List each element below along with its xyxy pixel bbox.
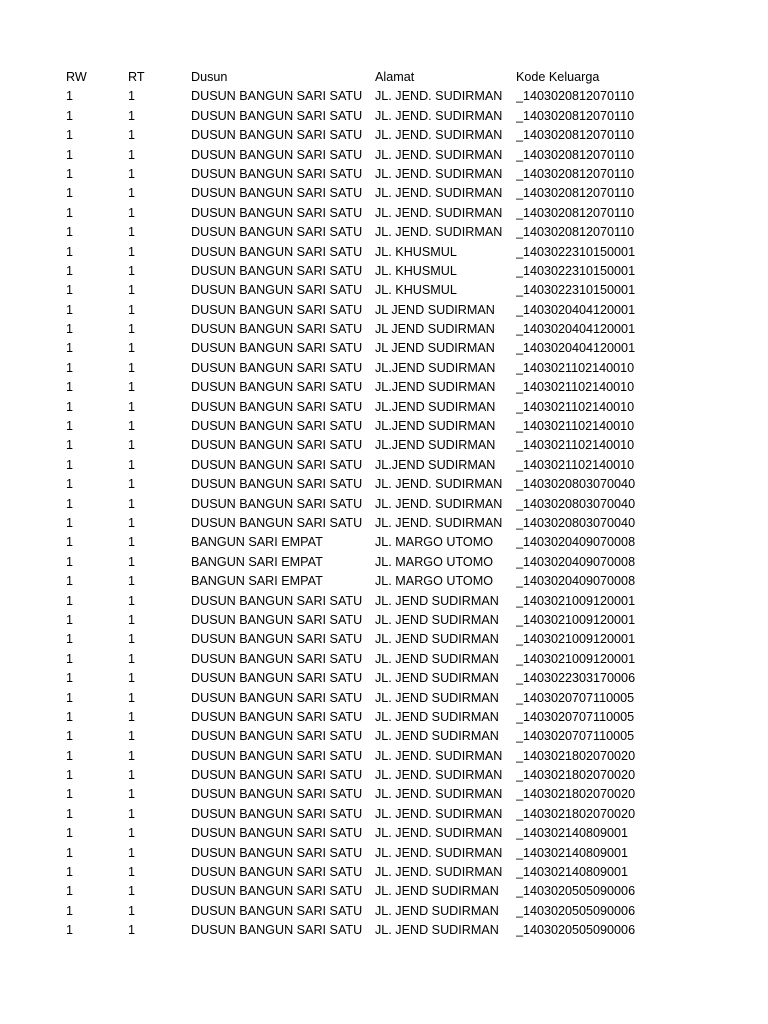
cell-rw: 1: [66, 748, 74, 763]
cell-rw: 1: [66, 108, 74, 123]
table-row: [0, 495, 768, 514]
cell-rt: 1: [128, 535, 136, 550]
cell-dusun: DUSUN BANGUN SARI SATU: [191, 884, 363, 899]
cell-rw: 1: [66, 826, 74, 841]
cell-alamat: JL. JEND. SUDIRMAN: [375, 89, 503, 104]
cell-dusun: DUSUN BANGUN SARI SATU: [191, 768, 363, 783]
cell-kode-keluarga: _1403020812070110: [516, 108, 635, 123]
cell-dusun: DUSUN BANGUN SARI SATU: [191, 748, 363, 763]
cell-dusun: DUSUN BANGUN SARI SATU: [191, 419, 363, 434]
cell-kode-keluarga: _1403022310150001: [516, 263, 636, 278]
cell-rt: 1: [128, 477, 136, 492]
cell-rt: 1: [128, 884, 136, 899]
header-kode-keluarga: Kode Keluarga: [516, 70, 600, 84]
cell-dusun: DUSUN BANGUN SARI SATU: [191, 903, 363, 918]
cell-kode-keluarga: _1403020505090006: [516, 903, 636, 918]
header-dusun: Dusun: [191, 70, 228, 84]
cell-alamat: JL. JEND. SUDIRMAN: [375, 477, 503, 492]
table-row: [0, 475, 768, 494]
cell-rw: 1: [66, 322, 74, 337]
cell-rt: 1: [128, 147, 136, 162]
cell-dusun: DUSUN BANGUN SARI SATU: [191, 302, 363, 317]
cell-rw: 1: [66, 380, 74, 395]
cell-alamat: JL. JEND SUDIRMAN: [375, 884, 499, 899]
cell-dusun: BANGUN SARI EMPAT: [191, 574, 323, 589]
cell-alamat: JL. JEND. SUDIRMAN: [375, 496, 503, 511]
cell-dusun: DUSUN BANGUN SARI SATU: [191, 496, 363, 511]
table-row: [0, 689, 768, 708]
cell-dusun: DUSUN BANGUN SARI SATU: [191, 477, 363, 492]
cell-rw: 1: [66, 903, 74, 918]
cell-rw: 1: [66, 244, 74, 259]
cell-alamat: JL.JEND SUDIRMAN: [375, 360, 496, 375]
cell-dusun: DUSUN BANGUN SARI SATU: [191, 438, 363, 453]
cell-rw: 1: [66, 574, 74, 589]
cell-kode-keluarga: _140302140809001: [516, 826, 629, 841]
table-row: [0, 766, 768, 785]
table-row: [0, 863, 768, 882]
cell-rw: 1: [66, 593, 74, 608]
table-row: [0, 572, 768, 591]
cell-rw: 1: [66, 845, 74, 860]
table-row: [0, 611, 768, 630]
cell-kode-keluarga: _1403022310150001: [516, 244, 636, 259]
cell-dusun: DUSUN BANGUN SARI SATU: [191, 89, 363, 104]
header-rw: RW: [66, 70, 87, 84]
cell-dusun: DUSUN BANGUN SARI SATU: [191, 322, 363, 337]
cell-dusun: DUSUN BANGUN SARI SATU: [191, 283, 363, 298]
table-row: [0, 921, 768, 940]
cell-alamat: JL. KHUSMUL: [375, 263, 457, 278]
cell-rt: 1: [128, 845, 136, 860]
cell-rw: 1: [66, 186, 74, 201]
table-body: [0, 87, 768, 940]
cell-rw: 1: [66, 283, 74, 298]
cell-kode-keluarga: _1403021102140010: [516, 457, 635, 472]
table-row: [0, 301, 768, 320]
cell-kode-keluarga: _1403020409070008: [516, 554, 636, 569]
cell-alamat: JL. MARGO UTOMO: [375, 554, 494, 569]
cell-rt: 1: [128, 923, 136, 938]
table-row: [0, 146, 768, 165]
cell-dusun: DUSUN BANGUN SARI SATU: [191, 632, 363, 647]
cell-kode-keluarga: _1403020505090006: [516, 923, 636, 938]
cell-rt: 1: [128, 302, 136, 317]
cell-alamat: JL. JEND. SUDIRMAN: [375, 806, 503, 821]
cell-dusun: DUSUN BANGUN SARI SATU: [191, 108, 363, 123]
cell-rw: 1: [66, 787, 74, 802]
cell-dusun: DUSUN BANGUN SARI SATU: [191, 923, 363, 938]
cell-rw: 1: [66, 457, 74, 472]
header-rt: RT: [128, 70, 145, 84]
cell-rt: 1: [128, 651, 136, 666]
table-row: [0, 87, 768, 106]
cell-rt: 1: [128, 186, 136, 201]
cell-kode-keluarga: _1403020812070110: [516, 225, 635, 240]
cell-alamat: JL. JEND. SUDIRMAN: [375, 845, 503, 860]
cell-dusun: DUSUN BANGUN SARI SATU: [191, 787, 363, 802]
cell-rt: 1: [128, 322, 136, 337]
cell-rt: 1: [128, 263, 136, 278]
cell-rt: 1: [128, 128, 136, 143]
cell-kode-keluarga: _1403020404120001: [516, 341, 636, 356]
table-row: [0, 533, 768, 552]
cell-kode-keluarga: _1403020409070008: [516, 535, 636, 550]
table-row: [0, 456, 768, 475]
cell-rw: 1: [66, 651, 74, 666]
cell-kode-keluarga: _1403020404120001: [516, 322, 636, 337]
cell-kode-keluarga: _1403022310150001: [516, 283, 636, 298]
cell-alamat: JL. JEND. SUDIRMAN: [375, 865, 503, 880]
cell-kode-keluarga: _1403021102140010: [516, 360, 635, 375]
cell-dusun: DUSUN BANGUN SARI SATU: [191, 457, 363, 472]
table-row: [0, 378, 768, 397]
cell-alamat: JL. JEND. SUDIRMAN: [375, 768, 503, 783]
cell-rw: 1: [66, 360, 74, 375]
cell-kode-keluarga: _1403021009120001: [516, 632, 636, 647]
cell-alamat: JL. KHUSMUL: [375, 283, 457, 298]
cell-alamat: JL. JEND. SUDIRMAN: [375, 147, 503, 162]
cell-rw: 1: [66, 341, 74, 356]
table-row: [0, 902, 768, 921]
cell-alamat: JL. JEND SUDIRMAN: [375, 632, 499, 647]
cell-alamat: JL JEND SUDIRMAN: [375, 302, 495, 317]
cell-rw: 1: [66, 515, 74, 530]
cell-rw: 1: [66, 806, 74, 821]
cell-alamat: JL. JEND. SUDIRMAN: [375, 787, 503, 802]
cell-rt: 1: [128, 632, 136, 647]
cell-kode-keluarga: _1403020812070110: [516, 128, 635, 143]
cell-rt: 1: [128, 787, 136, 802]
cell-rt: 1: [128, 341, 136, 356]
cell-kode-keluarga: _1403021102140010: [516, 438, 635, 453]
cell-alamat: JL. JEND SUDIRMAN: [375, 923, 499, 938]
cell-dusun: DUSUN BANGUN SARI SATU: [191, 244, 363, 259]
cell-kode-keluarga: _140302140809001: [516, 845, 629, 860]
cell-dusun: DUSUN BANGUN SARI SATU: [191, 166, 363, 181]
cell-kode-keluarga: _140302140809001: [516, 865, 629, 880]
cell-kode-keluarga: _1403020409070008: [516, 574, 636, 589]
cell-rt: 1: [128, 515, 136, 530]
cell-rt: 1: [128, 709, 136, 724]
cell-dusun: DUSUN BANGUN SARI SATU: [191, 593, 363, 608]
cell-kode-keluarga: _1403020812070110: [516, 147, 635, 162]
cell-dusun: DUSUN BANGUN SARI SATU: [191, 651, 363, 666]
cell-kode-keluarga: _1403021802070020: [516, 768, 636, 783]
cell-rt: 1: [128, 826, 136, 841]
cell-dusun: DUSUN BANGUN SARI SATU: [191, 671, 363, 686]
cell-rw: 1: [66, 768, 74, 783]
cell-alamat: JL. JEND SUDIRMAN: [375, 690, 499, 705]
cell-alamat: JL. JEND. SUDIRMAN: [375, 108, 503, 123]
cell-rt: 1: [128, 690, 136, 705]
cell-alamat: JL. JEND SUDIRMAN: [375, 729, 499, 744]
cell-kode-keluarga: _1403020707110005: [516, 709, 635, 724]
table-row: [0, 417, 768, 436]
cell-kode-keluarga: _1403020404120001: [516, 302, 636, 317]
cell-dusun: DUSUN BANGUN SARI SATU: [191, 225, 363, 240]
cell-dusun: DUSUN BANGUN SARI SATU: [191, 205, 363, 220]
table-row: [0, 805, 768, 824]
cell-rw: 1: [66, 554, 74, 569]
table-row: [0, 204, 768, 223]
cell-dusun: DUSUN BANGUN SARI SATU: [191, 709, 363, 724]
cell-kode-keluarga: _1403021009120001: [516, 593, 636, 608]
cell-kode-keluarga: _1403020812070110: [516, 205, 635, 220]
table-row: [0, 126, 768, 145]
cell-dusun: DUSUN BANGUN SARI SATU: [191, 845, 363, 860]
cell-rt: 1: [128, 205, 136, 220]
cell-dusun: DUSUN BANGUN SARI SATU: [191, 612, 363, 627]
cell-alamat: JL.JEND SUDIRMAN: [375, 380, 496, 395]
cell-rw: 1: [66, 399, 74, 414]
cell-kode-keluarga: _1403020803070040: [516, 515, 636, 530]
cell-rt: 1: [128, 865, 136, 880]
cell-kode-keluarga: _1403021102140010: [516, 419, 635, 434]
cell-rt: 1: [128, 108, 136, 123]
table-row: [0, 514, 768, 533]
cell-alamat: JL. JEND SUDIRMAN: [375, 903, 499, 918]
cell-alamat: JL. JEND. SUDIRMAN: [375, 166, 503, 181]
spreadsheet-table: [0, 68, 768, 941]
cell-kode-keluarga: _1403021009120001: [516, 612, 636, 627]
table-row: [0, 650, 768, 669]
table-row: [0, 359, 768, 378]
table-row: [0, 669, 768, 688]
table-row: [0, 553, 768, 572]
table-row: [0, 281, 768, 300]
cell-rw: 1: [66, 225, 74, 240]
cell-rt: 1: [128, 166, 136, 181]
cell-dusun: DUSUN BANGUN SARI SATU: [191, 865, 363, 880]
cell-rw: 1: [66, 128, 74, 143]
table-row: [0, 844, 768, 863]
header-row: [0, 68, 768, 87]
cell-alamat: JL. MARGO UTOMO: [375, 574, 494, 589]
cell-rt: 1: [128, 225, 136, 240]
cell-rw: 1: [66, 302, 74, 317]
cell-dusun: DUSUN BANGUN SARI SATU: [191, 729, 363, 744]
table-row: [0, 630, 768, 649]
cell-alamat: JL. JEND SUDIRMAN: [375, 612, 499, 627]
cell-rw: 1: [66, 263, 74, 278]
cell-kode-keluarga: _1403022303170006: [516, 671, 636, 686]
cell-rw: 1: [66, 147, 74, 162]
cell-rt: 1: [128, 748, 136, 763]
cell-rt: 1: [128, 768, 136, 783]
cell-rt: 1: [128, 419, 136, 434]
cell-rw: 1: [66, 166, 74, 181]
table-row: [0, 708, 768, 727]
cell-dusun: BANGUN SARI EMPAT: [191, 554, 323, 569]
cell-rw: 1: [66, 89, 74, 104]
table-row: [0, 824, 768, 843]
cell-alamat: JL.JEND SUDIRMAN: [375, 419, 496, 434]
cell-rt: 1: [128, 671, 136, 686]
table-row: [0, 107, 768, 126]
table-row: [0, 785, 768, 804]
cell-alamat: JL. JEND. SUDIRMAN: [375, 515, 503, 530]
header-alamat: Alamat: [375, 70, 415, 84]
cell-rt: 1: [128, 806, 136, 821]
cell-rw: 1: [66, 419, 74, 434]
cell-alamat: JL. JEND SUDIRMAN: [375, 593, 499, 608]
cell-alamat: JL. KHUSMUL: [375, 244, 457, 259]
table-row: [0, 262, 768, 281]
cell-kode-keluarga: _1403020812070110: [516, 186, 635, 201]
table-row: [0, 592, 768, 611]
cell-rw: 1: [66, 709, 74, 724]
cell-rw: 1: [66, 496, 74, 511]
cell-rt: 1: [128, 380, 136, 395]
cell-kode-keluarga: _1403020812070110: [516, 166, 635, 181]
cell-kode-keluarga: _1403021102140010: [516, 380, 635, 395]
cell-dusun: DUSUN BANGUN SARI SATU: [191, 515, 363, 530]
cell-kode-keluarga: _1403020803070040: [516, 477, 636, 492]
cell-kode-keluarga: _1403021802070020: [516, 748, 636, 763]
cell-dusun: DUSUN BANGUN SARI SATU: [191, 399, 363, 414]
cell-rt: 1: [128, 283, 136, 298]
cell-rt: 1: [128, 457, 136, 472]
cell-dusun: DUSUN BANGUN SARI SATU: [191, 826, 363, 841]
cell-rw: 1: [66, 438, 74, 453]
cell-rt: 1: [128, 593, 136, 608]
cell-alamat: JL. JEND. SUDIRMAN: [375, 826, 503, 841]
cell-alamat: JL JEND SUDIRMAN: [375, 341, 495, 356]
cell-rw: 1: [66, 477, 74, 492]
cell-kode-keluarga: _1403020803070040: [516, 496, 636, 511]
cell-alamat: JL. MARGO UTOMO: [375, 535, 494, 550]
cell-dusun: DUSUN BANGUN SARI SATU: [191, 186, 363, 201]
cell-dusun: DUSUN BANGUN SARI SATU: [191, 380, 363, 395]
cell-rt: 1: [128, 244, 136, 259]
cell-alamat: JL. JEND. SUDIRMAN: [375, 186, 503, 201]
table-row: [0, 882, 768, 901]
cell-rw: 1: [66, 535, 74, 550]
cell-rt: 1: [128, 574, 136, 589]
cell-rw: 1: [66, 729, 74, 744]
cell-rt: 1: [128, 903, 136, 918]
cell-alamat: JL.JEND SUDIRMAN: [375, 399, 496, 414]
table-row: [0, 184, 768, 203]
cell-alamat: JL JEND SUDIRMAN: [375, 322, 495, 337]
cell-kode-keluarga: _1403021802070020: [516, 787, 636, 802]
cell-kode-keluarga: _1403021802070020: [516, 806, 636, 821]
table-row: [0, 436, 768, 455]
table-row: [0, 727, 768, 746]
cell-alamat: JL.JEND SUDIRMAN: [375, 438, 496, 453]
cell-dusun: DUSUN BANGUN SARI SATU: [191, 341, 363, 356]
cell-alamat: JL. JEND SUDIRMAN: [375, 651, 499, 666]
cell-rt: 1: [128, 612, 136, 627]
cell-kode-keluarga: _1403021009120001: [516, 651, 636, 666]
cell-rt: 1: [128, 496, 136, 511]
cell-kode-keluarga: _1403020505090006: [516, 884, 636, 899]
cell-kode-keluarga: _1403020707110005: [516, 729, 635, 744]
table-row: [0, 243, 768, 262]
table-row: [0, 747, 768, 766]
cell-rw: 1: [66, 632, 74, 647]
cell-alamat: JL. JEND SUDIRMAN: [375, 671, 499, 686]
cell-alamat: JL. JEND SUDIRMAN: [375, 709, 499, 724]
cell-rt: 1: [128, 399, 136, 414]
cell-rt: 1: [128, 360, 136, 375]
table-row: [0, 339, 768, 358]
cell-dusun: DUSUN BANGUN SARI SATU: [191, 147, 363, 162]
cell-alamat: JL. JEND. SUDIRMAN: [375, 225, 503, 240]
cell-alamat: JL. JEND. SUDIRMAN: [375, 748, 503, 763]
cell-rt: 1: [128, 89, 136, 104]
cell-rw: 1: [66, 865, 74, 880]
table-row: [0, 398, 768, 417]
cell-rw: 1: [66, 671, 74, 686]
cell-alamat: JL. JEND. SUDIRMAN: [375, 205, 503, 220]
cell-rt: 1: [128, 438, 136, 453]
table-row: [0, 223, 768, 242]
cell-dusun: DUSUN BANGUN SARI SATU: [191, 263, 363, 278]
cell-kode-keluarga: _1403020707110005: [516, 690, 635, 705]
cell-rw: 1: [66, 612, 74, 627]
cell-kode-keluarga: _1403020812070110: [516, 89, 635, 104]
table-row: [0, 320, 768, 339]
cell-rt: 1: [128, 554, 136, 569]
cell-rw: 1: [66, 205, 74, 220]
cell-dusun: DUSUN BANGUN SARI SATU: [191, 360, 363, 375]
cell-rw: 1: [66, 923, 74, 938]
cell-dusun: BANGUN SARI EMPAT: [191, 535, 323, 550]
cell-rw: 1: [66, 884, 74, 899]
cell-dusun: DUSUN BANGUN SARI SATU: [191, 806, 363, 821]
cell-dusun: DUSUN BANGUN SARI SATU: [191, 690, 363, 705]
cell-alamat: JL. JEND. SUDIRMAN: [375, 128, 503, 143]
cell-dusun: DUSUN BANGUN SARI SATU: [191, 128, 363, 143]
cell-kode-keluarga: _1403021102140010: [516, 399, 635, 414]
cell-rw: 1: [66, 690, 74, 705]
cell-rt: 1: [128, 729, 136, 744]
table-row: [0, 165, 768, 184]
cell-alamat: JL.JEND SUDIRMAN: [375, 457, 496, 472]
